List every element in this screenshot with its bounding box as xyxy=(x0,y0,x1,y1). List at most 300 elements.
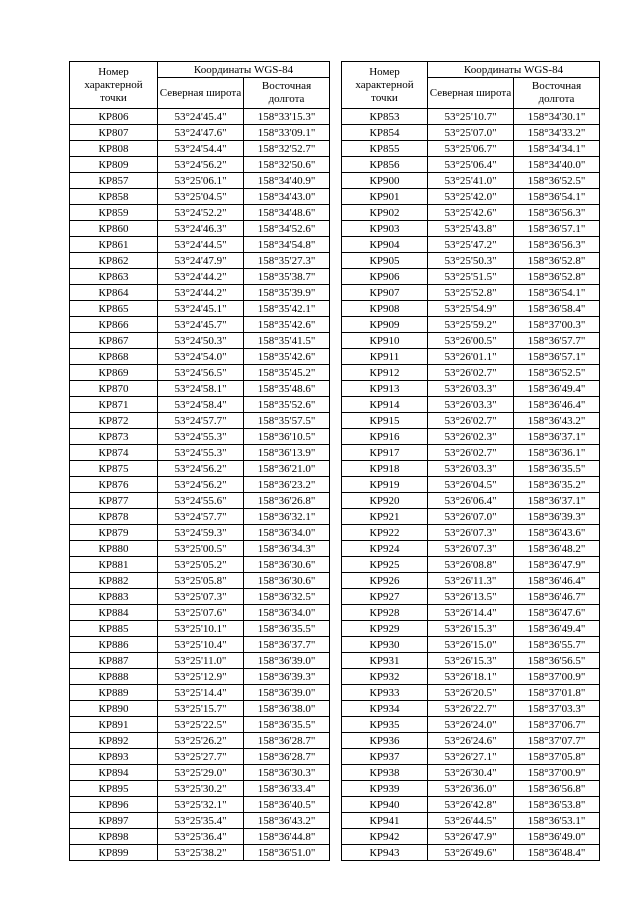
latitude-cell: 53°25'07.3" xyxy=(158,589,244,605)
table-row xyxy=(70,653,330,669)
table-row xyxy=(70,445,330,461)
latitude-cell: 53°24'47.9" xyxy=(158,253,244,269)
table-row xyxy=(70,301,330,317)
table-row xyxy=(70,749,330,765)
table-row xyxy=(342,109,600,125)
point-id-cell: КР897 xyxy=(70,813,158,829)
latitude-cell: 53°26'02.7" xyxy=(428,413,514,429)
point-id-cell: КР932 xyxy=(342,669,428,685)
latitude-cell: 53°24'44.2" xyxy=(158,285,244,301)
latitude-cell: 53°25'54.9" xyxy=(428,301,514,317)
longitude-cell: 158°37'01.8" xyxy=(514,685,600,701)
longitude-cell: 158°33'15.3" xyxy=(244,109,330,125)
longitude-cell: 158°36'13.9" xyxy=(244,445,330,461)
header-point-number: Номер характерной точки xyxy=(70,62,158,109)
latitude-cell: 53°26'11.3" xyxy=(428,573,514,589)
longitude-cell: 158°36'49.4" xyxy=(514,381,600,397)
latitude-cell: 53°25'15.7" xyxy=(158,701,244,717)
point-id-cell: КР860 xyxy=(70,221,158,237)
latitude-cell: 53°26'24.6" xyxy=(428,733,514,749)
latitude-cell: 53°26'47.9" xyxy=(428,829,514,845)
table-row xyxy=(342,141,600,157)
longitude-cell: 158°34'40.0" xyxy=(514,157,600,173)
latitude-cell: 53°24'45.1" xyxy=(158,301,244,317)
table-row xyxy=(342,461,600,477)
point-id-cell: КР901 xyxy=(342,189,428,205)
latitude-cell: 53°26'08.8" xyxy=(428,557,514,573)
point-id-cell: КР887 xyxy=(70,653,158,669)
longitude-cell: 158°36'48.4" xyxy=(514,845,600,861)
point-id-cell: КР920 xyxy=(342,493,428,509)
longitude-cell: 158°36'56.5" xyxy=(514,653,600,669)
table-row xyxy=(70,221,330,237)
table-row xyxy=(70,461,330,477)
longitude-cell: 158°36'47.9" xyxy=(514,557,600,573)
longitude-cell: 158°36'56.3" xyxy=(514,205,600,221)
latitude-cell: 53°25'29.0" xyxy=(158,765,244,781)
latitude-cell: 53°24'58.1" xyxy=(158,381,244,397)
point-id-cell: КР902 xyxy=(342,205,428,221)
table-row xyxy=(342,717,600,733)
point-id-cell: КР869 xyxy=(70,365,158,381)
table-row xyxy=(70,845,330,861)
longitude-cell: 158°36'35.2" xyxy=(514,477,600,493)
point-id-cell: КР927 xyxy=(342,589,428,605)
table-row xyxy=(342,685,600,701)
longitude-cell: 158°36'37.1" xyxy=(514,429,600,445)
point-id-cell: КР867 xyxy=(70,333,158,349)
point-id-cell: КР885 xyxy=(70,621,158,637)
table-row xyxy=(70,285,330,301)
point-id-cell: КР914 xyxy=(342,397,428,413)
latitude-cell: 53°25'04.5" xyxy=(158,189,244,205)
coordinates-table-right xyxy=(341,61,600,861)
table-row xyxy=(342,365,600,381)
point-id-cell: КР904 xyxy=(342,237,428,253)
longitude-cell: 158°37'00.9" xyxy=(514,765,600,781)
table-row xyxy=(70,589,330,605)
table-row xyxy=(342,733,600,749)
longitude-cell: 158°36'48.2" xyxy=(514,541,600,557)
latitude-cell: 53°25'06.1" xyxy=(158,173,244,189)
table-row xyxy=(342,621,600,637)
longitude-cell: 158°37'05.8" xyxy=(514,749,600,765)
point-id-cell: КР900 xyxy=(342,173,428,189)
longitude-cell: 158°34'30.1" xyxy=(514,109,600,125)
latitude-cell: 53°26'42.8" xyxy=(428,797,514,813)
table-row xyxy=(70,141,330,157)
latitude-cell: 53°26'04.5" xyxy=(428,477,514,493)
table-row xyxy=(70,157,330,173)
table-row xyxy=(70,525,330,541)
longitude-cell: 158°34'34.1" xyxy=(514,141,600,157)
latitude-cell: 53°25'32.1" xyxy=(158,797,244,813)
longitude-cell: 158°36'39.0" xyxy=(244,653,330,669)
point-id-cell: КР868 xyxy=(70,349,158,365)
table-row xyxy=(342,477,600,493)
longitude-cell: 158°36'23.2" xyxy=(244,477,330,493)
longitude-cell: 158°36'35.5" xyxy=(244,717,330,733)
latitude-cell: 53°26'07.3" xyxy=(428,525,514,541)
longitude-cell: 158°36'51.0" xyxy=(244,845,330,861)
longitude-cell: 158°36'52.5" xyxy=(514,173,600,189)
table-row xyxy=(70,829,330,845)
longitude-cell: 158°36'39.3" xyxy=(514,509,600,525)
point-id-cell: КР910 xyxy=(342,333,428,349)
table-row xyxy=(70,109,330,125)
point-id-cell: КР943 xyxy=(342,845,428,861)
point-id-cell: КР909 xyxy=(342,317,428,333)
latitude-cell: 53°25'43.8" xyxy=(428,221,514,237)
longitude-cell: 158°36'55.7" xyxy=(514,637,600,653)
longitude-cell: 158°36'26.8" xyxy=(244,493,330,509)
latitude-cell: 53°26'07.3" xyxy=(428,541,514,557)
table-row xyxy=(342,397,600,413)
longitude-cell: 158°37'03.3" xyxy=(514,701,600,717)
point-id-cell: КР911 xyxy=(342,349,428,365)
point-id-cell: КР937 xyxy=(342,749,428,765)
point-id-cell: КР899 xyxy=(70,845,158,861)
table-row xyxy=(70,685,330,701)
latitude-cell: 53°24'56.2" xyxy=(158,157,244,173)
latitude-cell: 53°24'56.2" xyxy=(158,461,244,477)
table-row xyxy=(70,797,330,813)
table-body-right xyxy=(342,109,600,861)
latitude-cell: 53°25'06.7" xyxy=(428,141,514,157)
point-id-cell: КР856 xyxy=(342,157,428,173)
longitude-cell: 158°36'10.5" xyxy=(244,429,330,445)
point-id-cell: КР894 xyxy=(70,765,158,781)
point-id-cell: КР890 xyxy=(70,701,158,717)
point-id-cell: КР807 xyxy=(70,125,158,141)
latitude-cell: 53°24'55.3" xyxy=(158,429,244,445)
longitude-cell: 158°37'06.7" xyxy=(514,717,600,733)
longitude-cell: 158°36'53.8" xyxy=(514,797,600,813)
longitude-cell: 158°36'37.7" xyxy=(244,637,330,653)
longitude-cell: 158°35'57.5" xyxy=(244,413,330,429)
latitude-cell: 53°24'44.5" xyxy=(158,237,244,253)
longitude-cell: 158°36'57.7" xyxy=(514,333,600,349)
longitude-cell: 158°36'54.1" xyxy=(514,189,600,205)
longitude-cell: 158°36'46.4" xyxy=(514,397,600,413)
point-id-cell: КР905 xyxy=(342,253,428,269)
longitude-cell: 158°36'57.1" xyxy=(514,221,600,237)
point-id-cell: КР876 xyxy=(70,477,158,493)
point-id-cell: КР871 xyxy=(70,397,158,413)
point-id-cell: КР918 xyxy=(342,461,428,477)
table-row xyxy=(70,205,330,221)
latitude-cell: 53°26'14.4" xyxy=(428,605,514,621)
table-row xyxy=(342,557,600,573)
longitude-cell: 158°35'39.9" xyxy=(244,285,330,301)
table-row xyxy=(70,125,330,141)
table-row xyxy=(342,349,600,365)
latitude-cell: 53°26'30.4" xyxy=(428,765,514,781)
latitude-cell: 53°25'41.0" xyxy=(428,173,514,189)
point-id-cell: КР893 xyxy=(70,749,158,765)
table-row xyxy=(342,701,600,717)
longitude-cell: 158°36'43.6" xyxy=(514,525,600,541)
latitude-cell: 53°26'49.6" xyxy=(428,845,514,861)
longitude-cell: 158°34'40.9" xyxy=(244,173,330,189)
table-row xyxy=(342,813,600,829)
point-id-cell: КР855 xyxy=(342,141,428,157)
table-row xyxy=(70,781,330,797)
longitude-cell: 158°36'49.0" xyxy=(514,829,600,845)
latitude-cell: 53°25'42.6" xyxy=(428,205,514,221)
longitude-cell: 158°36'34.0" xyxy=(244,605,330,621)
table-row xyxy=(70,381,330,397)
latitude-cell: 53°25'50.3" xyxy=(428,253,514,269)
point-id-cell: КР933 xyxy=(342,685,428,701)
longitude-cell: 158°36'21.0" xyxy=(244,461,330,477)
table-row xyxy=(70,253,330,269)
header-latitude: Северная широта xyxy=(158,78,244,109)
point-id-cell: КР916 xyxy=(342,429,428,445)
longitude-cell: 158°37'00.3" xyxy=(514,317,600,333)
longitude-cell: 158°36'52.8" xyxy=(514,269,600,285)
longitude-cell: 158°36'40.5" xyxy=(244,797,330,813)
table-row xyxy=(342,669,600,685)
table-row xyxy=(70,173,330,189)
table-row xyxy=(342,269,600,285)
point-id-cell: КР879 xyxy=(70,525,158,541)
table-row xyxy=(342,525,600,541)
latitude-cell: 53°24'52.2" xyxy=(158,205,244,221)
longitude-cell: 158°36'30.3" xyxy=(244,765,330,781)
longitude-cell: 158°36'52.5" xyxy=(514,365,600,381)
longitude-cell: 158°36'43.2" xyxy=(244,813,330,829)
point-id-cell: КР889 xyxy=(70,685,158,701)
longitude-cell: 158°36'57.1" xyxy=(514,349,600,365)
point-id-cell: КР874 xyxy=(70,445,158,461)
point-id-cell: КР921 xyxy=(342,509,428,525)
header-coords-group: Координаты WGS-84 xyxy=(428,62,600,78)
longitude-cell: 158°32'50.6" xyxy=(244,157,330,173)
point-id-cell: КР936 xyxy=(342,733,428,749)
table-row xyxy=(342,189,600,205)
table-row xyxy=(342,317,600,333)
point-id-cell: КР858 xyxy=(70,189,158,205)
table-row xyxy=(70,237,330,253)
point-id-cell: КР875 xyxy=(70,461,158,477)
latitude-cell: 53°24'55.6" xyxy=(158,493,244,509)
latitude-cell: 53°26'36.0" xyxy=(428,781,514,797)
longitude-cell: 158°36'54.1" xyxy=(514,285,600,301)
latitude-cell: 53°24'57.7" xyxy=(158,509,244,525)
point-id-cell: КР878 xyxy=(70,509,158,525)
point-id-cell: КР931 xyxy=(342,653,428,669)
table-row xyxy=(342,781,600,797)
point-id-cell: КР928 xyxy=(342,605,428,621)
latitude-cell: 53°25'36.4" xyxy=(158,829,244,845)
latitude-cell: 53°26'24.0" xyxy=(428,717,514,733)
latitude-cell: 53°25'06.4" xyxy=(428,157,514,173)
longitude-cell: 158°34'48.6" xyxy=(244,205,330,221)
table-row xyxy=(342,749,600,765)
table-row xyxy=(342,589,600,605)
table-row xyxy=(342,253,600,269)
table-row xyxy=(342,573,600,589)
point-id-cell: КР895 xyxy=(70,781,158,797)
latitude-cell: 53°24'55.3" xyxy=(158,445,244,461)
latitude-cell: 53°24'54.0" xyxy=(158,349,244,365)
longitude-cell: 158°36'28.7" xyxy=(244,733,330,749)
coordinates-table-left xyxy=(69,61,330,861)
latitude-cell: 53°26'13.5" xyxy=(428,589,514,605)
latitude-cell: 53°24'46.3" xyxy=(158,221,244,237)
table-row xyxy=(70,365,330,381)
table-row xyxy=(70,573,330,589)
longitude-cell: 158°36'39.0" xyxy=(244,685,330,701)
longitude-cell: 158°35'27.3" xyxy=(244,253,330,269)
table-row xyxy=(342,541,600,557)
point-id-cell: КР808 xyxy=(70,141,158,157)
latitude-cell: 53°24'45.7" xyxy=(158,317,244,333)
point-id-cell: КР934 xyxy=(342,701,428,717)
latitude-cell: 53°25'10.4" xyxy=(158,637,244,653)
point-id-cell: КР898 xyxy=(70,829,158,845)
longitude-cell: 158°37'00.9" xyxy=(514,669,600,685)
latitude-cell: 53°25'30.2" xyxy=(158,781,244,797)
longitude-cell: 158°35'41.5" xyxy=(244,333,330,349)
point-id-cell: КР870 xyxy=(70,381,158,397)
longitude-cell: 158°36'35.5" xyxy=(514,461,600,477)
point-id-cell: КР892 xyxy=(70,733,158,749)
point-id-cell: КР907 xyxy=(342,285,428,301)
table-row xyxy=(70,189,330,205)
point-id-cell: КР940 xyxy=(342,797,428,813)
point-id-cell: КР922 xyxy=(342,525,428,541)
latitude-cell: 53°25'12.9" xyxy=(158,669,244,685)
latitude-cell: 53°24'50.3" xyxy=(158,333,244,349)
point-id-cell: КР881 xyxy=(70,557,158,573)
latitude-cell: 53°24'59.3" xyxy=(158,525,244,541)
header-longitude: Восточная долгота xyxy=(244,78,330,109)
point-id-cell: КР864 xyxy=(70,285,158,301)
longitude-cell: 158°36'56.8" xyxy=(514,781,600,797)
point-id-cell: КР941 xyxy=(342,813,428,829)
longitude-cell: 158°35'52.6" xyxy=(244,397,330,413)
latitude-cell: 53°24'44.2" xyxy=(158,269,244,285)
latitude-cell: 53°24'56.2" xyxy=(158,477,244,493)
longitude-cell: 158°34'54.8" xyxy=(244,237,330,253)
table-row xyxy=(342,301,600,317)
table-row xyxy=(70,765,330,781)
longitude-cell: 158°34'43.0" xyxy=(244,189,330,205)
longitude-cell: 158°35'42.6" xyxy=(244,317,330,333)
latitude-cell: 53°26'22.7" xyxy=(428,701,514,717)
latitude-cell: 53°25'00.5" xyxy=(158,541,244,557)
point-id-cell: КР929 xyxy=(342,621,428,637)
longitude-cell: 158°36'39.3" xyxy=(244,669,330,685)
longitude-cell: 158°36'49.4" xyxy=(514,621,600,637)
latitude-cell: 53°24'58.4" xyxy=(158,397,244,413)
table-row xyxy=(342,493,600,509)
latitude-cell: 53°25'05.2" xyxy=(158,557,244,573)
longitude-cell: 158°33'09.1" xyxy=(244,125,330,141)
longitude-cell: 158°36'52.8" xyxy=(514,253,600,269)
table-row xyxy=(342,765,600,781)
latitude-cell: 53°26'03.3" xyxy=(428,397,514,413)
point-id-cell: КР806 xyxy=(70,109,158,125)
point-id-cell: КР882 xyxy=(70,573,158,589)
table-row xyxy=(342,205,600,221)
table-row xyxy=(70,733,330,749)
latitude-cell: 53°26'07.0" xyxy=(428,509,514,525)
table-row xyxy=(342,285,600,301)
point-id-cell: КР935 xyxy=(342,717,428,733)
table-row xyxy=(342,509,600,525)
table-row xyxy=(70,333,330,349)
point-id-cell: КР930 xyxy=(342,637,428,653)
table-row xyxy=(342,829,600,845)
table-row xyxy=(342,381,600,397)
table-row xyxy=(342,221,600,237)
longitude-cell: 158°36'33.4" xyxy=(244,781,330,797)
longitude-cell: 158°36'47.6" xyxy=(514,605,600,621)
point-id-cell: КР866 xyxy=(70,317,158,333)
point-id-cell: КР862 xyxy=(70,253,158,269)
latitude-cell: 53°25'07.6" xyxy=(158,605,244,621)
table-row xyxy=(70,477,330,493)
point-id-cell: КР854 xyxy=(342,125,428,141)
point-id-cell: КР926 xyxy=(342,573,428,589)
longitude-cell: 158°36'58.4" xyxy=(514,301,600,317)
latitude-cell: 53°24'56.5" xyxy=(158,365,244,381)
latitude-cell: 53°26'20.5" xyxy=(428,685,514,701)
header-point-number: Номер характерной точки xyxy=(342,62,428,109)
point-id-cell: КР888 xyxy=(70,669,158,685)
longitude-cell: 158°36'46.4" xyxy=(514,573,600,589)
point-id-cell: КР942 xyxy=(342,829,428,845)
latitude-cell: 53°25'51.5" xyxy=(428,269,514,285)
latitude-cell: 53°26'44.5" xyxy=(428,813,514,829)
longitude-cell: 158°36'34.3" xyxy=(244,541,330,557)
table-row xyxy=(342,429,600,445)
point-id-cell: КР903 xyxy=(342,221,428,237)
longitude-cell: 158°36'35.5" xyxy=(244,621,330,637)
latitude-cell: 53°26'03.3" xyxy=(428,461,514,477)
longitude-cell: 158°36'37.1" xyxy=(514,493,600,509)
table-row xyxy=(342,797,600,813)
latitude-cell: 53°26'03.3" xyxy=(428,381,514,397)
table-row xyxy=(70,813,330,829)
point-id-cell: КР863 xyxy=(70,269,158,285)
latitude-cell: 53°24'57.7" xyxy=(158,413,244,429)
longitude-cell: 158°36'32.1" xyxy=(244,509,330,525)
longitude-cell: 158°35'38.7" xyxy=(244,269,330,285)
point-id-cell: КР884 xyxy=(70,605,158,621)
table-row xyxy=(70,317,330,333)
point-id-cell: КР809 xyxy=(70,157,158,173)
latitude-cell: 53°26'00.5" xyxy=(428,333,514,349)
table-row xyxy=(70,429,330,445)
latitude-cell: 53°25'22.5" xyxy=(158,717,244,733)
table-row xyxy=(342,333,600,349)
latitude-cell: 53°25'27.7" xyxy=(158,749,244,765)
point-id-cell: КР915 xyxy=(342,413,428,429)
latitude-cell: 53°25'26.2" xyxy=(158,733,244,749)
point-id-cell: КР857 xyxy=(70,173,158,189)
table-row xyxy=(70,509,330,525)
point-id-cell: КР906 xyxy=(342,269,428,285)
latitude-cell: 53°26'02.7" xyxy=(428,445,514,461)
point-id-cell: КР908 xyxy=(342,301,428,317)
point-id-cell: КР861 xyxy=(70,237,158,253)
table-row xyxy=(342,605,600,621)
point-id-cell: КР891 xyxy=(70,717,158,733)
